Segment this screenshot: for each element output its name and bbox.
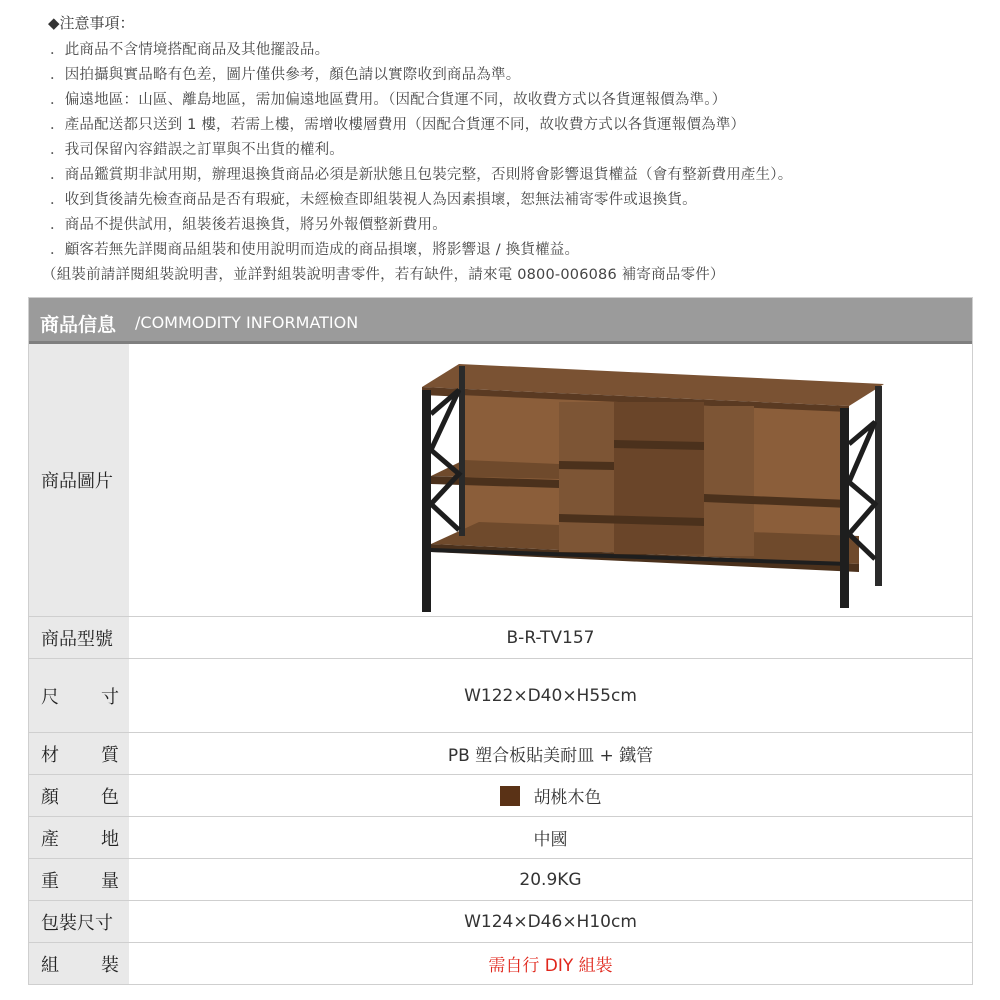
- weight-value: 20.9KG: [519, 869, 582, 890]
- row-product-image: [29, 344, 972, 616]
- row-label: 重 量: [29, 859, 129, 900]
- note-item: ．顧客若無先詳閱商品組裝和使用說明而造成的商品損壞，將影響退 / 換貨權益。: [50, 242, 580, 258]
- assembly-value: 需自行 DIY 組裝: [488, 956, 613, 976]
- row-label: 材 質: [29, 733, 129, 774]
- row-label: 產 地: [29, 817, 129, 858]
- row-assembly: [29, 942, 972, 984]
- commodity-info-table: [28, 297, 973, 985]
- origin-value: 中國: [533, 830, 568, 850]
- note-item: ．收到貨後請先檢查商品是否有瑕疵，未經檢查即組裝視人為因素損壞，恕無法補寄零件或退換貨。: [50, 192, 697, 208]
- table-subtitle: /COMMODITY INFORMATION: [135, 313, 359, 332]
- notes-heading: ◆注意事項：: [48, 14, 135, 32]
- notes-footer: （組裝前請詳閱組裝說明書，並詳對組裝說明書零件，若有缺件，請來電 0800-006086 補寄商品零件）: [42, 267, 725, 283]
- model-value: B-R-TV157: [506, 627, 595, 648]
- note-item: ．偏遠地區：山區、離島地區，需加偏遠地區費用。（因配合貨運不同，故收費方式以各貨運報價為準。）: [50, 92, 727, 108]
- row-size: [29, 658, 972, 732]
- material-value: PB 塑合板貼美耐皿 + 鐵管: [447, 746, 654, 766]
- row-material: [29, 732, 972, 774]
- note-item: ．商品鑑賞期非試用期，辦理退換貨商品必須是新狀態且包裝完整，否則將會影響退貨權益（會有整新費用產生）。: [50, 167, 793, 183]
- table-header: [29, 298, 972, 344]
- row-origin: [29, 816, 972, 858]
- size-value: W122×D40×H55cm: [464, 685, 637, 706]
- row-weight: [29, 858, 972, 900]
- row-label: 包裝尺寸: [29, 901, 129, 942]
- color-value-cell: [129, 775, 972, 816]
- row-label: 商品型號: [29, 617, 129, 658]
- row-label: 尺 寸: [29, 659, 129, 732]
- table-title: 商品信息: [40, 314, 117, 336]
- product-image: [419, 354, 889, 614]
- note-item: ．因拍攝與實品略有色差，圖片僅供參考，顏色請以實際收到商品為準。: [50, 67, 521, 83]
- color-swatch: [500, 786, 520, 806]
- row-label: 顏 色: [29, 775, 129, 816]
- note-item: ．商品不提供試用，組裝後若退換貨，將另外報價整新費用。: [50, 217, 447, 233]
- package-value: W124×D46×H10cm: [464, 911, 637, 932]
- row-package: [29, 900, 972, 942]
- note-item: ．此商品不含情境搭配商品及其他擺設品。: [50, 42, 330, 58]
- color-value: 胡桃木色: [533, 788, 602, 808]
- note-item: ．我司保留內容錯誤之訂單與不出貨的權利。: [50, 142, 344, 158]
- note-item: ．產品配送都只送到 1 樓，若需上樓，需增收樓層費用（因配合貨運不同，故收費方式以各貨運報價為準）: [50, 117, 746, 133]
- row-color: [29, 774, 972, 816]
- row-value: [129, 344, 972, 616]
- row-label: 商品圖片: [29, 344, 129, 616]
- row-label: 組 裝: [29, 943, 129, 984]
- row-model: [29, 616, 972, 658]
